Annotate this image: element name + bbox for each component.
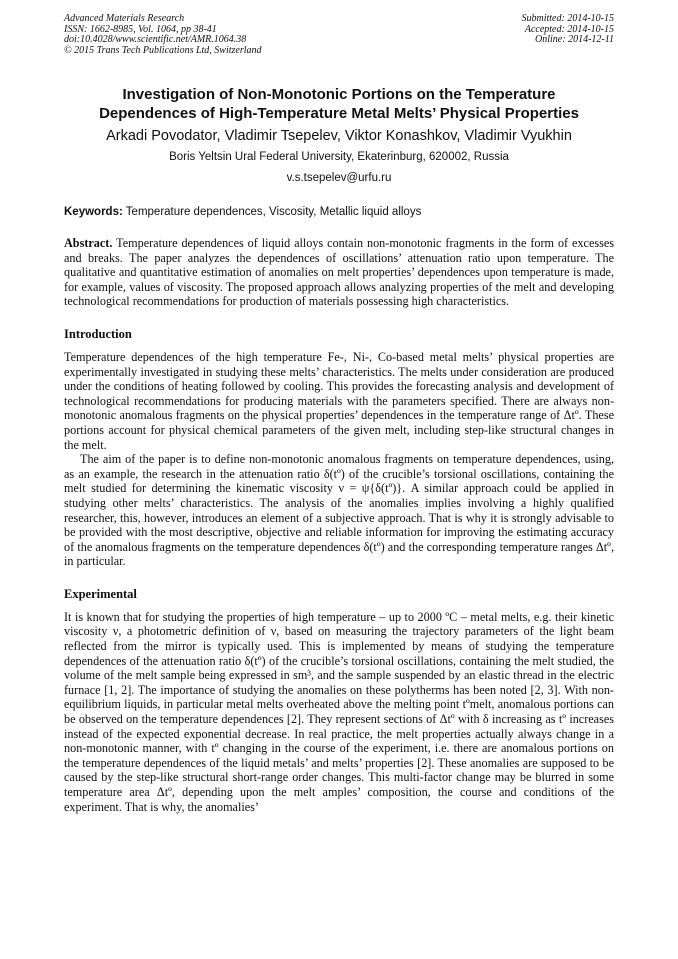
keywords-text: Temperature dependences, Viscosity, Metallic liquid alloys bbox=[125, 206, 422, 218]
introduction-paragraph-2: The aim of the paper is to define non-monotonic anomalous fragments on temperature dependences, using, as an example, the research in the attenuation ratio δ(tº) of the crucible’s torsional oscillations, containing the melt studied for determining the kinematic viscosity ν = ψ{δ(tº)}. A similar approach could be applied in studying other melts’ characteristics. The analysis of the anomalies implies involving a highly qualified researcher, this, however, introduces an element of a subjective approach. That is why it is strongly advisable to be provided with the most descriptive, objective and reliable information for improving the estimating accuracy of the anomalous fragments on the temperature dependences δ(tº) and the corresponding temperature ranges Δtº, in particular. bbox=[64, 452, 614, 569]
abstract-label: Abstract. bbox=[64, 236, 113, 250]
title-line-2: Dependences of High-Temperature Metal Melts’ Physical Properties bbox=[99, 104, 579, 122]
affiliation: Boris Yeltsin Ural Federal University, Ekaterinburg, 620002, Russia bbox=[169, 151, 509, 163]
online-date: Online: 2014-12-11 bbox=[535, 34, 614, 45]
experimental-heading: Experimental bbox=[64, 586, 137, 601]
copyright: © 2015 Trans Tech Publications Ltd, Switzerland bbox=[64, 44, 262, 56]
journal-info bbox=[64, 14, 262, 56]
experimental-paragraph-1: It is known that for studying the properties of high temperature – up to 2000 ºC – metal melts, e.g. their kinetic viscosity ν, a photometric definition of ν, based on measuring the trajectory parameters of the light beam reflected from the mirror is typically used. This is implemented by means of studying the temperature dependences of the attenuation ratio δ(tº) of the crucible’s torsional oscillations, containing the melt studied, the volume of the melt sample being expressed in sm³, and the sample suspended by an elastic thread in the electric furnace [1, 2]. The importance of studying the anomalies on these polytherms has been noted [2, 3]. With non-equilibrium liquids, in particular metal melts overheated above the melting point tºmelt, anomalous portions can be observed on the temperature dependences [2]. They represent sections of Δtº with δ increasing as tº increases instead of the expected exponential decrease. In real practice, the melt properties actually always change in a non-monotonic manner, with tº changing in the course of the experiment, i.e. there are anomalous portions on the temperature dependences of the liquid metals’ and melts’ properties [2]. These anomalies are supposed to be caused by the step-like structural short-range order changes. This multi-factor change may be blurred in some temperature area Δtº, depending upon the melt amples’ composition, the course and conditions of the experiment. That is why, the anomalies’ bbox=[64, 609, 614, 814]
paper-title bbox=[64, 86, 614, 123]
paper-page bbox=[64, 14, 614, 814]
doi: doi:10.4028/www.scientific.net/AMR.1064.38 bbox=[64, 34, 247, 45]
email: v.s.tsepelev@urfu.ru bbox=[286, 172, 392, 184]
journal-name: Advanced Materials Research bbox=[64, 13, 185, 24]
publication-header bbox=[64, 14, 614, 64]
issn: ISSN: 1662-8985, Vol. 1064, pp 38-41 bbox=[64, 23, 217, 35]
keywords bbox=[64, 206, 614, 218]
abstract-text: Temperature dependences of liquid alloys contain non-monotonic fragments in the form of excesses and breaks. The paper analyzes the dependences of oscillations’ attenuation ratio upon temperature. The qualitative and quantitative estimation of anomalies on melt properties’ dependences upon temperature is made, for example, values of viscosity. The proposed approach allows analyzing properties of the melt and developing technological recommendations for production of materials possessing high characteristics. bbox=[64, 236, 614, 309]
keywords-label: Keywords: bbox=[64, 206, 123, 218]
introduction-paragraph-1: Temperature dependences of the high temperature Fe-, Ni-, Co-based metal melts’ physical properties are experimentally investigated in studying these melts’ characteristics. The melts under consideration are produced under the conditions of heating followed by cooling. This provides the forecasting analysis and development of technological recommendations for producing materials with the parameters specified. There are always non-monotonic anomalous fragments on the physical properties’ dependences in the temperature range of Δtº. These portions account for physical chemical parameters of the given melt, including step-like structural changes in the melt. bbox=[64, 349, 614, 452]
abstract bbox=[64, 236, 614, 309]
accepted-date: Accepted: 2014-10-15 bbox=[524, 23, 614, 35]
title-line-1: Investigation of Non-Monotonic Portions on the Temperature bbox=[122, 86, 556, 103]
authors: Arkadi Povodator, Vladimir Tsepelev, Viktor Konashkov, Vladimir Vyukhin bbox=[106, 128, 572, 144]
introduction-heading: Introduction bbox=[64, 326, 132, 341]
submitted-date: Submitted: 2014-10-15 bbox=[521, 13, 614, 24]
dates-info bbox=[522, 14, 615, 46]
